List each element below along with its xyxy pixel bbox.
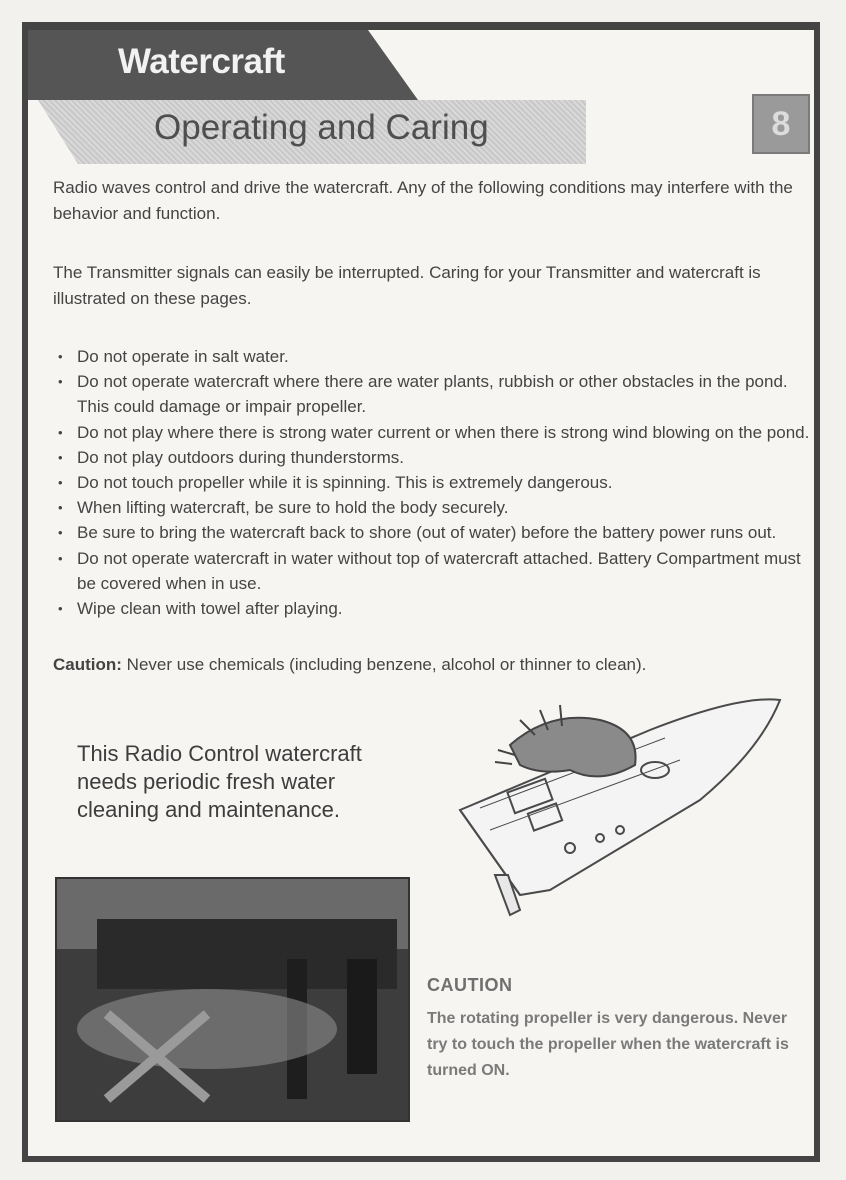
list-item: • Do not play where there is strong water current or when there is strong wind blowing on the pond. — [53, 420, 813, 445]
intro-paragraph-2: The Transmitter signals can easily be interrupted. Caring for your Transmitter and watercraft is illustrated on these pages. — [53, 263, 761, 308]
intro-paragraph-1: Radio waves control and drive the watercraft. Any of the following conditions may interfere with the behavior and function. — [53, 178, 793, 223]
list-item: • Do not operate watercraft in water without top of watercraft attached. Battery Compartment must be covered when in use. — [53, 546, 813, 596]
list-item: • Do not operate watercraft where there are water plants, rubbish or other obstacles in the pond. This could damage or impair propeller. — [53, 369, 813, 419]
list-item: • Be sure to bring the watercraft back to shore (out of water) before the battery power runs out. — [53, 520, 813, 545]
boat-cleaning-illustration — [450, 690, 790, 930]
propeller-photo — [55, 877, 410, 1122]
list-item: • Do not touch propeller while it is spinning. This is extremely dangerous. — [53, 470, 813, 495]
section-title: Watercraft — [118, 42, 285, 81]
rules-list — [53, 344, 813, 621]
list-item: • Do not play outdoors during thunderstorms. — [53, 445, 813, 470]
propeller-caution — [427, 975, 807, 1084]
list-item: • Do not operate in salt water. — [53, 344, 813, 369]
page-title: Operating and Caring — [154, 108, 489, 147]
header-band — [28, 30, 826, 100]
list-item: • Wipe clean with towel after playing. — [53, 596, 813, 621]
page-number: 8 — [752, 94, 810, 154]
cleaning-note: This Radio Control watercraft needs periodic fresh water cleaning and maintenance. — [77, 741, 362, 822]
caution-heading: CAUTION — [427, 975, 513, 995]
caution-label: Caution: — [53, 655, 122, 674]
caution-body: The rotating propeller is very dangerous. Never try to touch the propeller when the watercraft is turned ON. — [427, 1010, 789, 1079]
caution-text: Never use chemicals (including benzene, alcohol or thinner to clean). — [126, 655, 647, 674]
propeller-warning-photo — [57, 879, 410, 1122]
list-item: • When lifting watercraft, be sure to hold the body securely. — [53, 495, 813, 520]
chemicals-caution — [53, 655, 646, 675]
